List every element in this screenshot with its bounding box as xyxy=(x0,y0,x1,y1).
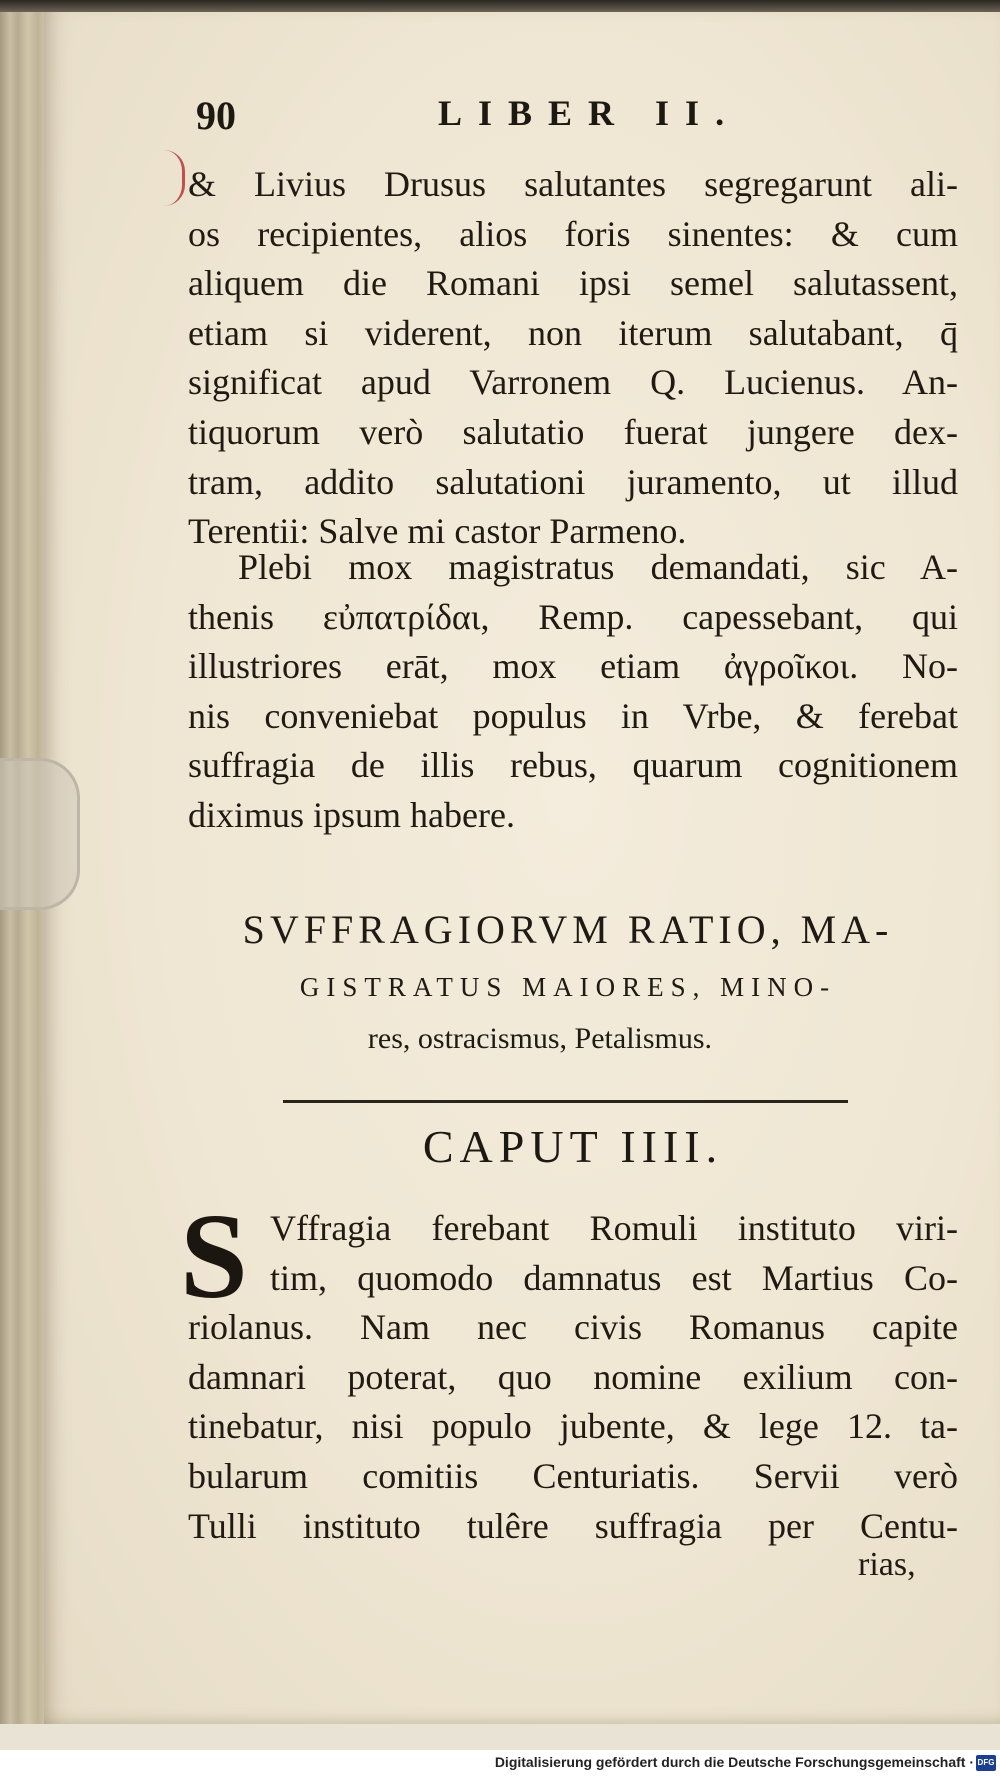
text-line: riolanus. Nam nec civis Romanus capite xyxy=(188,1307,958,1348)
text-line: illustriores erāt, mox etiam ἀγροῖκοι. No- xyxy=(188,646,958,687)
text-line: significat apud Varronem Q. Lucienus. An- xyxy=(188,362,958,403)
catchword: rias, xyxy=(858,1546,916,1583)
divider-rule xyxy=(283,1100,848,1103)
text-line: tinebatur, nisi populo jubente, & lege 12. ta- xyxy=(188,1406,958,1447)
section-heading-line1: SVFFRAGIORVM RATIO, MA- xyxy=(242,907,894,952)
scan-top-shadow xyxy=(0,0,1000,12)
text-line: Terentii: Salve mi castor Parmeno. xyxy=(188,511,687,552)
funding-credit: Digitalisierung gefördert durch die Deutsche Forschungsgemeinschaft · xyxy=(494,1754,974,1770)
text-line: os recipientes, alios foris sinentes: & cum xyxy=(188,213,958,254)
text-line: Plebi mox magistratus demandati, sic A- xyxy=(238,547,958,587)
page-number: 90 xyxy=(196,93,236,138)
text-line: Vffragia ferebant Romuli instituto viri- xyxy=(270,1208,958,1248)
text-line: bularum comitiis Centuriatis. Servii verò xyxy=(188,1455,958,1496)
text-line: tiquorum verò salutatio fuerat jungere dex- xyxy=(188,411,958,452)
text-line: etiam si viderent, non iterum salutabant, q̄ xyxy=(188,312,958,353)
text-line: diximus ipsum habere. xyxy=(188,794,515,835)
text-line: & Livius Drusus salutantes segregarunt ali- xyxy=(188,164,958,204)
running-title: LIBER II. xyxy=(438,93,741,133)
text-line: thenis εὐπατρίδαι, Remp. capessebant, qui xyxy=(188,596,958,637)
text-line: damnari poterat, quo nomine exilium con- xyxy=(188,1356,958,1397)
text-line: nis conveniebat populus in Vrbe, & ferebat xyxy=(188,695,958,736)
paragraph-salutation xyxy=(188,160,958,557)
drop-cap: S xyxy=(180,1189,248,1324)
text-line: suffragia de illis rebus, quarum cognitionem xyxy=(188,745,958,786)
paragraph-plebi xyxy=(188,543,958,841)
paragraph-suffragia xyxy=(188,1204,958,1551)
section-heading-line2: GISTRATUS MAIORES, MINO- xyxy=(299,972,837,1002)
page-clip xyxy=(0,758,80,910)
text-line: tram, addito salutationi juramento, ut illud xyxy=(188,461,958,502)
text-line: tim, quomodo damnatus est Martius Co- xyxy=(270,1257,958,1298)
text-line: Tulli instituto tulêre suffragia per Centu- xyxy=(188,1505,958,1546)
text-line: aliquem die Romani ipsi semel salutassent, xyxy=(188,263,958,304)
section-heading-line3: res, ostracismus, Petalismus. xyxy=(367,1022,713,1055)
digitization-footer xyxy=(0,1750,1000,1776)
chapter-title: CAPUT IIII. xyxy=(422,1121,724,1172)
dfg-logo-icon: DFG xyxy=(976,1755,996,1771)
page-header xyxy=(196,92,756,142)
